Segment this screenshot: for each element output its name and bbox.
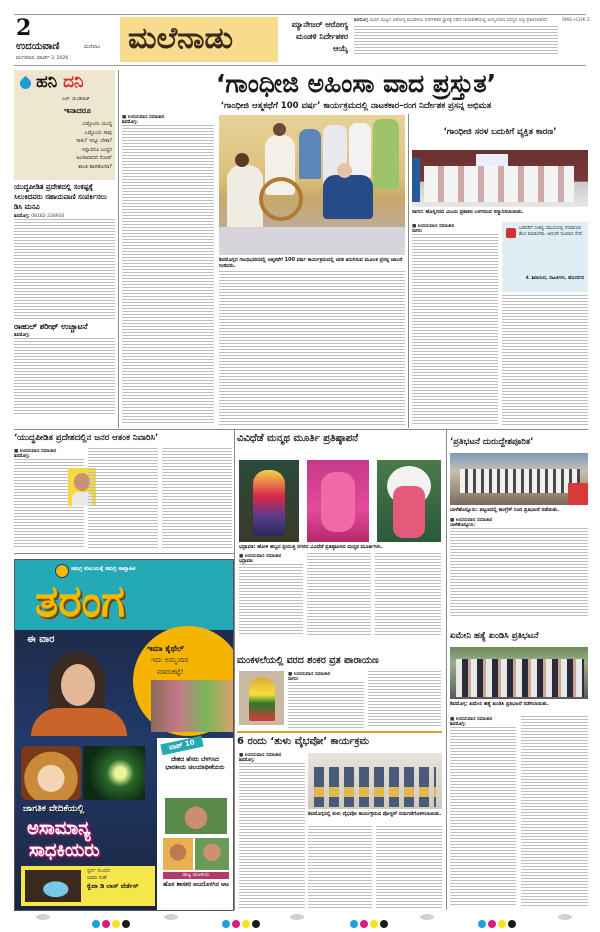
vrata-body-col1 <box>288 671 364 727</box>
idol-body-col3 <box>375 553 441 635</box>
emdisi-photo-caption: ಶಿವಮೊಗ್ಗ: ಖಮೇನಿ ಹತ್ಯೆ ಖಂಡಿಸಿ ಪ್ರತಿಭಟನೆ ನಡೆಸಲಾಯಿತು. <box>450 701 549 707</box>
callout-line1: ಇಮಾ ಕೈಥೆಲ್ <box>147 644 184 653</box>
idol-byline: ■ ಉದಯವಾಣಿ ಸಮಾಚಾರ <box>239 553 303 559</box>
cave-photo <box>25 870 81 902</box>
black-swatch <box>252 920 260 928</box>
emdisi-body-col2 <box>521 716 588 908</box>
vrata-body-col2 <box>368 671 441 727</box>
yellow-swatch <box>242 920 250 928</box>
magenta-swatch <box>488 920 496 928</box>
right-top-headline: ‘ಗಾಂಧೀಜಿ ಸರಳ ಬದುಕಿಗೆ ವ್ಯಕ್ತಿತ ಕಾರಣ’ <box>443 127 557 137</box>
teaser-text: ವಿಭಾಗ ಮಟ್ಟದ ಆರೋಗ್ಯ ಮಂಡಳಿಯ ನಿರ್ದೇಶಕರ ಸ್ಥಾನಕ್ಕೆ ನಡೆದ ಚುನಾವಣೆಯಲ್ಲಿ ಆಯ್ಕೆಯಾದ ಸದಸ್ಯರ ಪಟ್ಟಿ ಪ್ರಕಟಿಸಲಾಗಿದೆ. <box>369 18 549 23</box>
helpline-number: 08182-228930 <box>31 214 65 219</box>
idol-photo-2 <box>307 460 369 542</box>
emdisi-headline: ಏಮೇನಿ ಹತ್ಯೆ ಖಂಡಿಸಿ ಪ್ರತಿಭಟನೆ <box>450 631 539 641</box>
taranga-ad[interactable] <box>14 559 234 911</box>
right-top-byline: ■ ಉದಯವಾಣಿ ಸಮಾಚಾರ <box>412 223 498 229</box>
tulu-body-col2 <box>308 826 372 908</box>
registration-mark <box>558 914 572 920</box>
top10-text: ದೇಶದ ಹೆಸರು ಬೆಳಗಿಸಿದ ಭಾರತೀಯ ಚಿಲಯಾಥೀಕೆಯರು <box>165 756 225 771</box>
cave-text1: ಸ್ವರ್ಗ ಸುಂದರ <box>87 868 110 874</box>
top10-photo-left <box>163 838 193 870</box>
poem-line: ಎಷ್ಟೊಂದು ಸಾವು <box>84 129 112 136</box>
edition-label: ಮಣಿಪಾಲ <box>84 44 101 50</box>
right-top-photo <box>412 150 588 207</box>
war-story-byline: ■ ಉದಯವಾಣಿ ಸಮಾಚಾರ <box>14 448 84 454</box>
tulu-headline: 6 ರಂದು ‘ತುಳು ವೈಭವೋ’ ಕಾರ್ಯಕ್ರಮ <box>237 736 370 747</box>
cyan-swatch <box>350 920 358 928</box>
cave-text2: ಲಾವಾ ಗುಹೆ <box>87 875 107 881</box>
masthead <box>14 14 590 66</box>
war-story-dateline: ಶಿವಮೊಗ್ಗ: <box>14 454 30 459</box>
tulu-dateline: ಶಿವಮೊಗ್ಗ: <box>239 758 255 763</box>
tulu-byline: ■ ಉದಯವಾಣಿ ಸಮಾಚಾರ <box>239 752 305 758</box>
black-swatch <box>380 920 388 928</box>
poem-line: ಎಷ್ಟೊಂದು ಯುದ್ಧ <box>82 121 112 127</box>
charaka-wheel <box>259 177 303 221</box>
section-divider <box>14 553 234 554</box>
tulu-photo <box>308 753 442 809</box>
quote-text: ಬಡವರಿಗೆ ಸಂಕಷ್ಟ ಸಮಯದಲ್ಲಿ ನೆರವಾಗುವ ಕೆಲಸ ಮಾಡಬೇಕು. ಅದುವೇ ನಿಜವಾದ ಸೇವೆ. <box>519 226 584 237</box>
issue-label: ಈ ವಾರ <box>27 634 55 645</box>
section-banner <box>120 17 278 62</box>
cyan-swatch <box>222 920 230 928</box>
idol-body-col1 <box>239 553 303 635</box>
protest-byline: ■ ಉದಯವಾಣಿ ಸಮಾಚಾರ <box>450 517 588 523</box>
magenta-swatch <box>102 920 110 928</box>
poem-line: ಇನ್ನಾದರೂ ಬುದ್ಧನ <box>81 146 112 153</box>
lead-byline: ■ ಉದಯವಾಣಿ ಸಮಾಚಾರ <box>122 114 214 120</box>
section-divider <box>14 429 588 430</box>
vrata-headline: ಮಂಕಳಲೆಯಲ್ಲಿ ವರದ ಶಂಕರ ವ್ರತ ಪಾರಾಯಣ <box>237 655 379 666</box>
right-top-body <box>412 223 498 425</box>
cover-line2: ಅಸಾಮಾನ್ಯ <box>27 818 91 839</box>
left-story-body <box>14 219 115 319</box>
quote-author: ಕೆ. ಶಿವಾನಂದ, ಸಾಹಿತಿಗಳು, ಹೊಸನಗರ <box>525 276 584 281</box>
callout-line2: ಇದು ಅಮ್ಮಂದಿರ <box>151 656 189 664</box>
section-divider <box>237 731 442 733</box>
hanidani-title <box>36 72 84 92</box>
idol-headline: ವಿವಿಧೆಡೆ ಮನ್ಮಥ ಮೂರ್ತಿ ಪ್ರತಿಷ್ಠಾಪನೆ <box>237 433 359 444</box>
war-story-col2 <box>88 448 158 550</box>
left-substory-body <box>14 338 115 416</box>
registration-mark <box>420 914 434 920</box>
lead-dateline: ಶಿವಮೊಗ್ಗ: <box>122 120 138 125</box>
registration-mark <box>290 914 304 920</box>
queen-illustration <box>21 746 81 800</box>
hanidani-title-part1: ಹನಿ <box>36 72 58 92</box>
section-title: ಮಲೆನಾಡು <box>128 21 234 56</box>
protest-photo-caption: ಬಾಳೆಹೊನ್ನೂರು: ಪಟ್ಟಣದಲ್ಲಿ ಕಾಂಗ್ರೆಸ್ ನಿಂದ ಪ್ರತಿಭಟನೆ ನಡೆಯಿತು. <box>450 507 560 513</box>
lead-body-cols <box>219 271 405 425</box>
astronaut-photo <box>25 646 135 736</box>
war-story-headline: ‘ಯುದ್ಧಪೀಡಿತ ಪ್ರದೇಶದಲ್ಲಿನ ಜನರ ಆತಂಕ ನಿವಾರಿಸಿ’ <box>14 433 159 443</box>
callout-line3: ಮಾರುಕಟ್ಟೆ! <box>157 668 184 676</box>
page-code: SMG+CHK 2 <box>562 18 590 23</box>
lead-photo-charaka <box>219 115 405 255</box>
column-divider <box>446 430 447 910</box>
yellow-swatch <box>112 920 120 928</box>
black-swatch <box>122 920 130 928</box>
left-substory-headline: ರಾಹುಲ್ ಶರೀಫ್ ಉಚ್ಚಾಟನೆ <box>14 322 88 331</box>
taranga-tagline: ಸಮಗ್ರ ಕುಟುಂಬಕ್ಕೆ ಸಮಗ್ರ ಸಾಪ್ತಾಹಿಕ <box>71 566 136 572</box>
color-bar <box>92 913 132 932</box>
lead-subhead: ‘ಗಾಂಧೀಜಿ ಆತ್ಮಕಥೆಗೆ 100 ವರ್ಷ’ ಕಾರ್ಯಕ್ರಮದಲ್ಲಿ ನಾಟಕಕಾರ–ರಂಗ ನಿರ್ದೇಶಕ ಪ್ರಸನ್ನ ಅಭಿಮತ <box>220 101 492 111</box>
poem-line: ಹಿಂಸಾವಾದದ ನೋವ್ <box>76 155 112 161</box>
water-drop-icon <box>18 76 34 92</box>
tulu-body-col3 <box>376 826 442 908</box>
hanidani-box <box>14 70 115 180</box>
tulu-photo-caption: ಶಿವಮೊಗ್ಗದಲ್ಲಿ ತುಳು ವೈಭವೋ ಕಾರ್ಯಕ್ರಮದ ಪೋಸ್ಟರ್ ಬಿಡುಗಡೆಗೊಳಿಸಲಾಯಿತು. <box>308 811 442 817</box>
column-divider <box>118 70 119 428</box>
lead-body-col1 <box>122 114 214 426</box>
taranga-title: ತರಂಗ <box>35 576 125 627</box>
cover-line3: ಸಾಧಕಿಯರು <box>29 840 100 861</box>
magenta-swatch <box>360 920 368 928</box>
poem-line: ಶಾಂತಿ ಹಾದಿಕೋರಾ? <box>78 163 112 170</box>
idol-photo-caption: ಭದ್ರಾವತಿ: ಹೋಳಿ ಹಬ್ಬದ ಪ್ರಯುಕ್ತ ನಗರದ ವಿವಿಧೆಡೆ ಪ್ರತಿಷ್ಠಾಪಿಸಿದ ಮನ್ಮಥ ಮೂರ್ತಿಗಳು. <box>239 544 383 550</box>
thumbs-up-icon <box>506 228 516 238</box>
idol-photo-3 <box>377 460 441 542</box>
cyan-swatch <box>92 920 100 928</box>
protest-headline: ‘ಪ್ರತಿಭಟನೆ ದುರುದ್ದೇಶಪೂರಿತ’ <box>450 437 534 447</box>
protest-photo <box>450 453 588 505</box>
state-badge: ರಾಜ್ಯ ರಾಜಕೀಯ <box>163 872 229 879</box>
magenta-swatch <box>232 920 240 928</box>
emdisi-dateline: ಶಿವಮೊಗ್ಗ: <box>450 722 466 727</box>
color-bar <box>478 913 518 932</box>
right-top-photo-caption: ಸಾಗರ: ಹೊಸ್ನಗರದ ವಿಜಯ ಪ್ರಕಾಶನ ಬಳಗದಿಂದ ಸನ್ಮಾನಿಸಲಾಯಿತು. <box>412 209 524 215</box>
idol-photo-1 <box>239 460 299 542</box>
vrata-byline: ■ ಉದಯವಾಣಿ ಸಮಾಚಾರ <box>288 671 364 677</box>
emdisi-photo <box>450 647 588 699</box>
issue-date: ಮಂಗಳವಾರ, ಮಾರ್ಚ್ 3, 2026 <box>16 56 69 61</box>
column-divider <box>234 430 235 910</box>
poem-title: ಇನಾದರೂ <box>64 106 91 115</box>
yellow-swatch <box>498 920 506 928</box>
idol-dateline: ಭದ್ರಾವತಿ: <box>239 559 254 564</box>
idol-body-col2 <box>307 553 371 635</box>
left-story-headline: ಯುದ್ಧಪೀಡಿತ ಪ್ರದೇಶದಲ್ಲಿ ಸಂಕಷ್ಟಕ್ಕೆ ಸಿಲುಕಿದವರು ಸಹಾಯವಾಣಿ ಸಂಪರ್ಕಿಸಲು ಡಿಸಿ ಮನವಿ <box>14 183 107 211</box>
state-text: ಹೊಸ ಶಾಸಕರ ಅಬದೊಳಗಿನ ಆಟ <box>163 881 229 888</box>
top10-photo-right <box>195 838 229 870</box>
cover-line1: ಜಾಗತಿಕ ವೇದಿಕೆಯಲ್ಲಿ <box>23 804 85 814</box>
tulu-body-col1 <box>239 752 305 908</box>
black-swatch <box>508 920 516 928</box>
vrata-photo <box>239 671 284 725</box>
page-number: 2 <box>16 15 32 41</box>
hanidani-author: ಎಚ್. ಡುಂಡಿರಾಜ್ <box>62 97 90 102</box>
top10-photo-main <box>165 798 227 834</box>
lead-photo-caption: ಶಿವಮೊಗ್ಗದ ಗಾಂಧಿಭವನದಲ್ಲಿ ಆತ್ಮಕಥೆಗೆ 100 ವರ್ಷ ಕಾರ್ಯಕ್ರಮದಲ್ಲಿ ಚರಕ ತಿರುಗಿಸುವ ಮೂಲಕ ಪ್ರಸನ್ನ ಚಾಲನೆ ನೀಡಿದರು. <box>219 257 403 269</box>
registration-mark <box>36 914 50 920</box>
left-story-dateline: ಶಿವಮೊಗ್ಗ: <box>14 214 30 219</box>
top10-badge: ಟಾಪ್ 10 <box>160 736 203 755</box>
registration-mark <box>164 914 178 920</box>
cyan-swatch <box>478 920 486 928</box>
poem-body <box>44 120 112 171</box>
cave-title: ಕ್ವೆವಾ ಡಿ ಲಾಸ್ ವೆರ್ಡೆಸ್ <box>87 882 139 890</box>
protest-dateline: ಬಾಳೆಹೊನ್ನೂರು: <box>450 523 476 528</box>
teaser-body <box>354 18 558 60</box>
lead-headline: ‘ಗಾಂಧೀಜಿ ಅಹಿಂಸಾ ವಾದ ಪ್ರಸ್ತುತ’ <box>215 69 497 98</box>
emdisi-body-col1 <box>450 716 516 908</box>
teaser-headline: ಮ್ಯಾನೇಜರ್ ಆರೋಗ್ಯ ಮಂಡಳಿ ನಿರ್ದೇಶಕರ ಆಯ್ಕೆ <box>291 20 348 53</box>
column-divider <box>408 114 409 428</box>
emdisi-byline: ■ ಉದಯವಾಣಿ ಸಮಾಚಾರ <box>450 716 516 722</box>
yellow-swatch <box>370 920 378 928</box>
quote-box <box>502 222 588 292</box>
forest-illustration <box>83 746 145 800</box>
poem-line: ಸಾಕು? ಇನ್ನೂ ಬೇಕಾ? <box>76 138 112 144</box>
vrata-dateline: ಸಾಗರ: <box>288 677 299 682</box>
color-bar <box>222 913 262 932</box>
market-photo <box>151 680 233 732</box>
protest-body <box>450 517 588 617</box>
color-bar <box>350 913 390 932</box>
left-substory-dateline: ಶಿವಮೊಗ್ಗ: <box>14 333 30 338</box>
left-story <box>14 182 115 428</box>
right-top-dateline: ಸಾಗರ: <box>412 229 423 234</box>
paper-name: ಉದಯವಾಣಿ <box>16 41 60 52</box>
war-story-col3 <box>162 448 232 550</box>
teaser-dateline: ಶಿವಮೊಗ್ಗ <box>354 18 368 23</box>
hanidani-title-part2: ದನಿ <box>63 72 84 92</box>
